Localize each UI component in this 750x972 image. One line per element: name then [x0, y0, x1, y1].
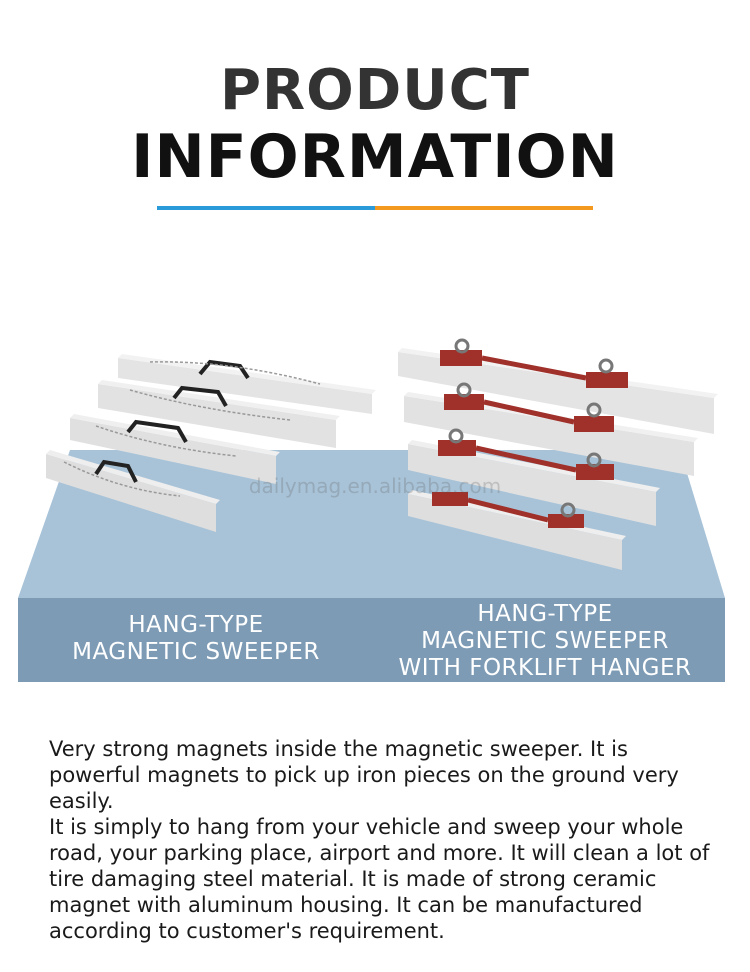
caption-line: WITH FORKLIFT HANGER — [398, 655, 692, 682]
description-paragraph-2: It is simply to hang from your vehicle and sweep your whole road, your parking place, airport and more. It will clean a lot of tire damaging steel material. It is made of strong ceramic magnet with aluminum housing. It can be manufactured according to customer's requirement. — [49, 815, 710, 943]
caption-line: HANG-TYPE — [128, 612, 264, 638]
description-paragraph-1: Very strong magnets inside the magnetic sweeper. It is powerful magnets to pick up iron pieces on the ground very easily. — [49, 737, 679, 813]
product-description — [49, 736, 719, 944]
caption-line: MAGNETIC SWEEPER — [421, 628, 669, 655]
title-line-2: INFORMATION — [131, 122, 619, 192]
caption-hang-type — [18, 612, 374, 666]
title-rule-orange — [375, 206, 593, 210]
caption-forklift-hanger — [378, 601, 712, 682]
title-rule-blue — [157, 206, 375, 210]
caption-line: HANG-TYPE — [477, 601, 613, 627]
watermark: dailymag.en.alibaba.com — [248, 474, 502, 498]
caption-line: MAGNETIC SWEEPER — [72, 639, 320, 666]
title-line-1: PRODUCT — [219, 58, 531, 123]
